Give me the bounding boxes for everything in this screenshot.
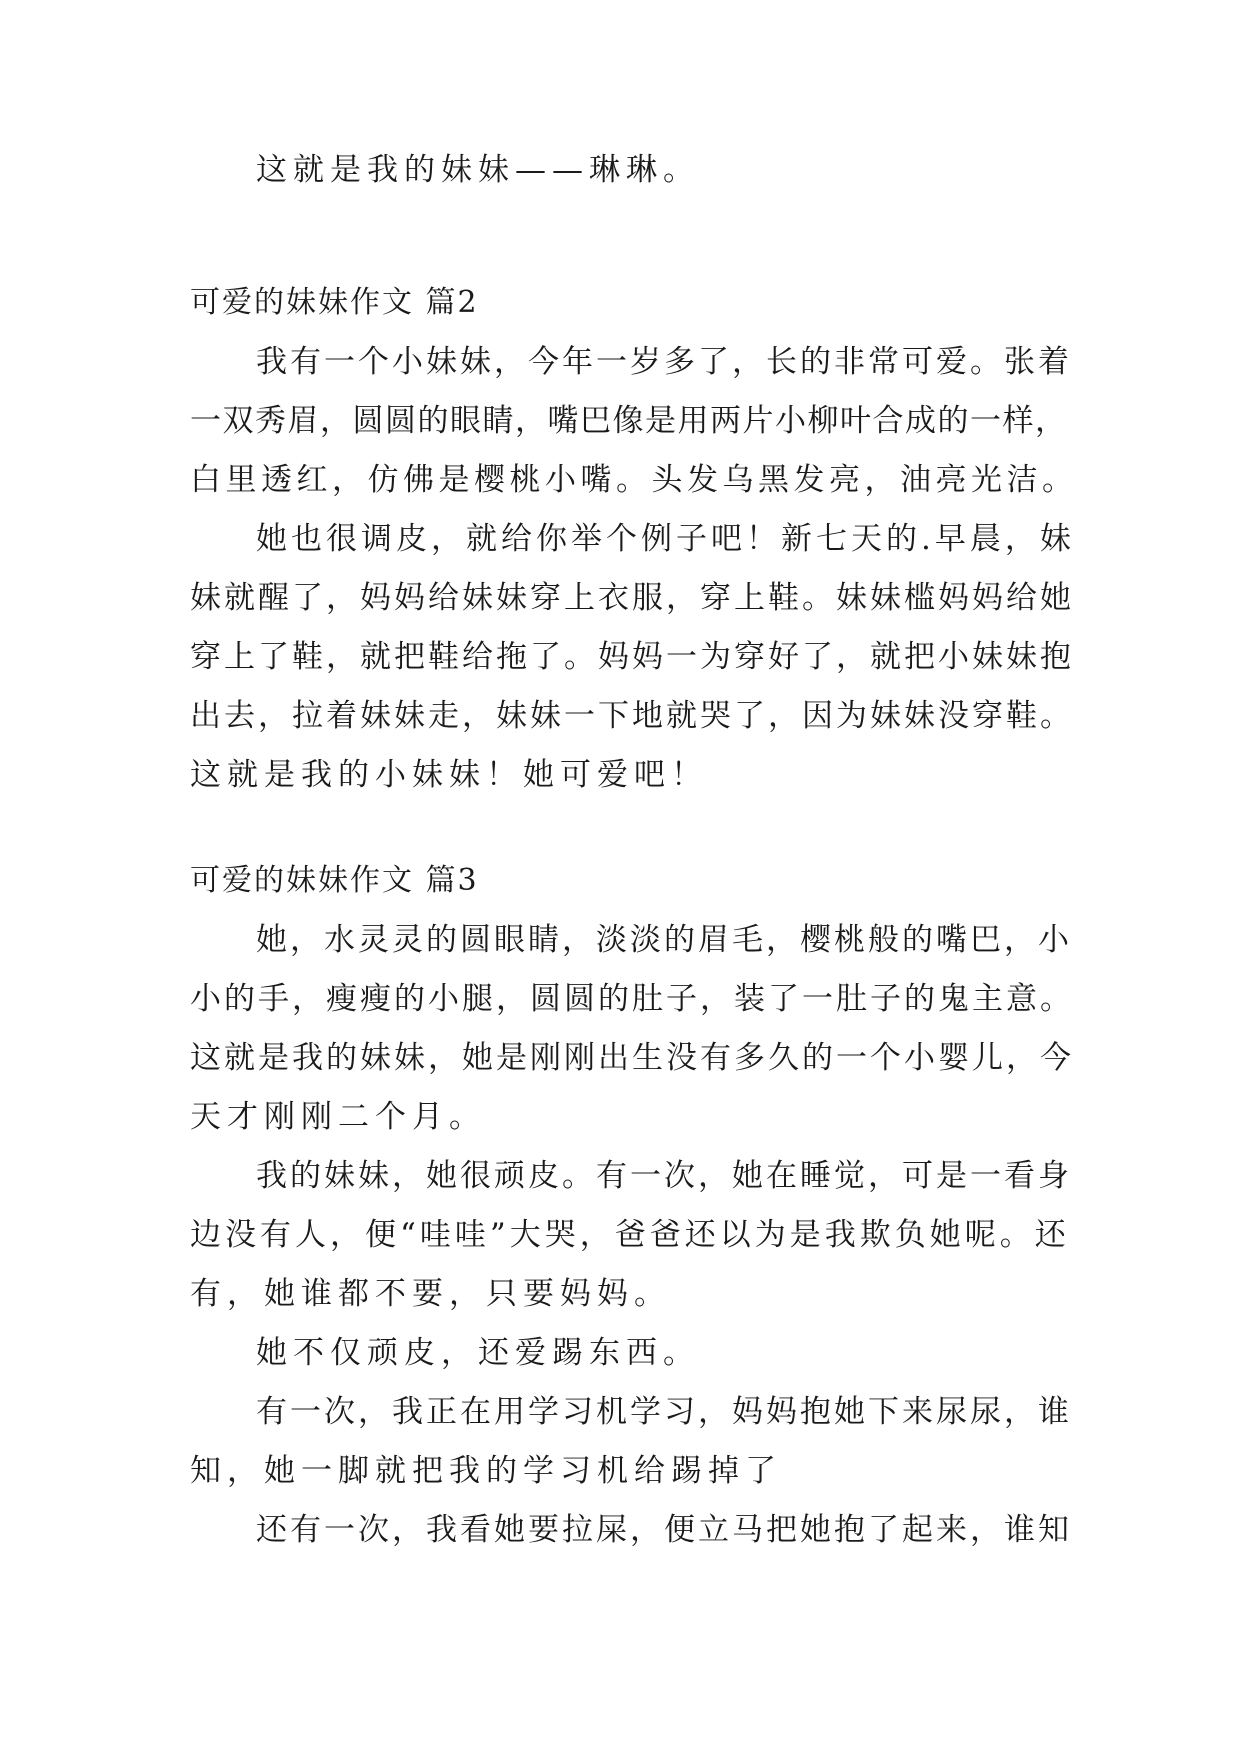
essay-3-line: 我的妹妹，她很顽皮。有一次，她在睡觉，可是一看身 — [256, 1158, 1072, 1194]
essay-2-line: 妹就醒了，妈妈给妹妹穿上衣服，穿上鞋。妹妹槛妈妈给她 — [190, 580, 1074, 616]
essay-3-line: 她，水灵灵的圆眼睛，淡淡的眉毛，樱桃般的嘴巴，小 — [256, 922, 1072, 958]
essay-3-line: 有一次，我正在用学习机学习，妈妈抱她下来尿尿，谁 — [256, 1394, 1072, 1430]
essay-3-line: 边没有人，便“哇哇”大哭，爸爸还以为是我欺负她呢。还 — [190, 1217, 1070, 1253]
essay-2-line: 出去，拉着妹妹走，妹妹一下地就哭了，因为妹妹没穿鞋。 — [190, 698, 1074, 734]
essay-2-line: 我有一个小妹妹，今年一岁多了，长的非常可爱。张着 — [256, 344, 1072, 380]
intro-line: 这就是我的妹妹——琳琳。 — [256, 152, 700, 188]
essay-3-heading: 可爱的妹妹作文 篇3 — [190, 863, 479, 898]
essay-3-line: 天才刚刚二个月。 — [190, 1099, 486, 1135]
essay-3-line: 知，她一脚就把我的学习机给踢掉了 — [190, 1453, 782, 1489]
essay-2-heading: 可爱的妹妹作文 篇2 — [190, 285, 479, 320]
essay-2-line: 白里透红，仿佛是樱桃小嘴。头发乌黑发亮，油亮光洁。 — [190, 462, 1078, 498]
essay-2-line: 穿上了鞋，就把鞋给拖了。妈妈一为穿好了，就把小妹妹抱 — [190, 639, 1074, 675]
essay-2-line: 一双秀眉，圆圆的眼睛，嘴巴像是用两片小柳叶合成的一样， — [190, 403, 1068, 439]
essay-3-line: 这就是我的妹妹，她是刚刚出生没有多久的一个小婴儿，今 — [190, 1040, 1074, 1076]
essay-2-line: 这就是我的小妹妹！她可爱吧！ — [190, 757, 708, 793]
essay-3-line: 还有一次，我看她要拉屎，便立马把她抱了起来，谁知 — [256, 1512, 1072, 1548]
essay-3-line: 小的手，瘦瘦的小腿，圆圆的肚子，装了一肚子的鬼主意。 — [190, 981, 1074, 1017]
essay-3-line: 她不仅顽皮，还爱踢东西。 — [256, 1335, 700, 1371]
essay-2-line: 她也很调皮，就给你举个例子吧！新七天的.早晨，妹 — [256, 521, 1075, 557]
essay-3-line: 有，她谁都不要，只要妈妈。 — [190, 1276, 671, 1312]
